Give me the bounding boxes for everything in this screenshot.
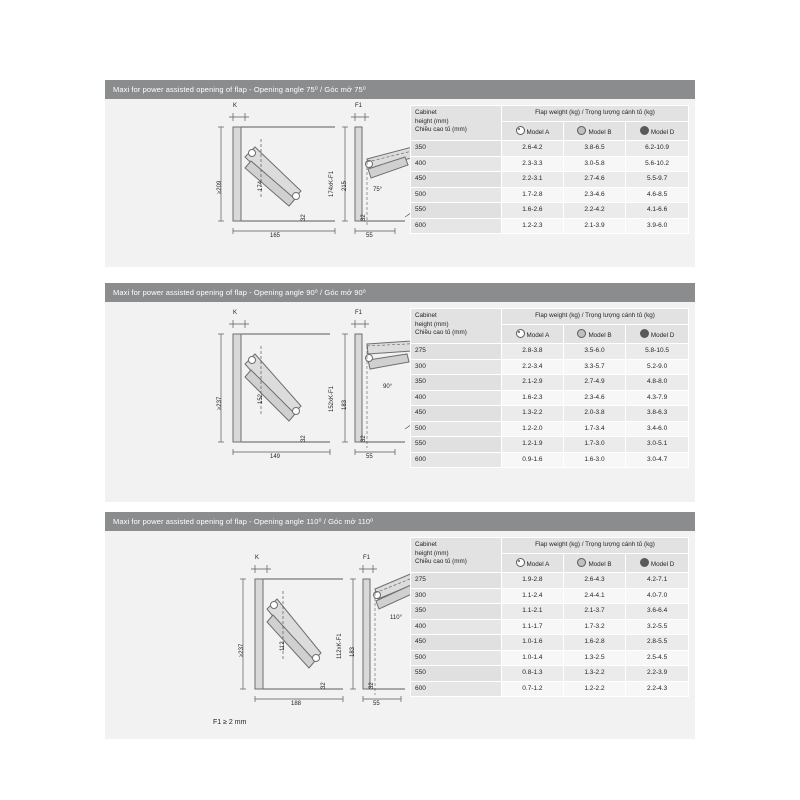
dim-inner-90: 152: [258, 393, 264, 404]
cell-model-a: 1.1-2.4: [502, 588, 564, 604]
angle-label-75: 75°: [373, 187, 383, 193]
dim-k-110: K: [255, 555, 260, 561]
cell-height: 450: [411, 635, 502, 651]
dim-32-right-90: 32: [361, 435, 367, 442]
dim-formula-110: 112xK-F1: [337, 633, 343, 659]
cell-height: 400: [411, 619, 502, 635]
header-cabinet-height-75: [411, 106, 502, 141]
header-model-b-90: Model B: [563, 324, 625, 344]
cell-model-d: 5.8-10.5: [626, 344, 689, 360]
cell-model-a: 1.7-2.8: [502, 187, 564, 203]
dim-32-right-75: 32: [361, 214, 367, 221]
cell-model-b: 2.4-4.1: [563, 588, 625, 604]
cell-model-b: 2.7-4.6: [563, 172, 625, 188]
cell-height: 350: [411, 375, 502, 391]
cell-model-d: 4.6-8.5: [626, 187, 689, 203]
cell-model-d: 5.5-9.7: [626, 172, 689, 188]
cell-model-d: 2.5-4.5: [626, 650, 689, 666]
dim-height-110: ≥237: [239, 643, 245, 657]
cell-model-a: 1.2-2.0: [502, 421, 564, 437]
cell-model-b: 2.3-4.6: [563, 390, 625, 406]
angle-label-110: 110°: [390, 615, 402, 621]
dim-inner-75: 174: [258, 180, 264, 191]
model-b-icon: [577, 558, 586, 567]
table-row: [411, 619, 689, 635]
cell-model-b: 1.3-2.2: [563, 666, 625, 682]
cell-model-b: 1.6-3.0: [563, 452, 625, 468]
cell-model-a: 0.7-1.2: [502, 681, 564, 697]
cell-model-a: 2.6-4.2: [502, 141, 564, 157]
cell-model-b: 2.1-3.7: [563, 604, 625, 620]
header-model-b-75: Model B: [563, 121, 625, 141]
diagram-110-drawing: [105, 531, 410, 739]
table-row: [411, 390, 689, 406]
header-model-b-110: Model B: [563, 553, 625, 573]
table-row: [411, 604, 689, 620]
cell-model-b: 1.2-2.2: [563, 681, 625, 697]
cell-height: 500: [411, 650, 502, 666]
table-body-90: [411, 344, 689, 468]
section-90: [105, 283, 695, 502]
table-row: [411, 218, 689, 234]
weight-table-90: [410, 308, 689, 468]
cab-line2: height (mm): [415, 320, 449, 328]
header-model-d-75: Model D: [626, 121, 689, 141]
cell-model-a: 2.3-3.3: [502, 156, 564, 172]
cell-model-d: 5.2-9.0: [626, 359, 689, 375]
cab-line1: Cabinet: [415, 541, 437, 548]
table-body-75: [411, 141, 689, 234]
cell-height: 600: [411, 681, 502, 697]
cell-model-b: 2.6-4.3: [563, 573, 625, 589]
cell-model-d: 5.6-10.2: [626, 156, 689, 172]
cell-model-a: 1.3-2.2: [502, 406, 564, 422]
table-row: [411, 359, 689, 375]
cell-model-b: 2.7-4.9: [563, 375, 625, 391]
table-row: [411, 650, 689, 666]
section-body-90: [105, 302, 695, 502]
dim-k-75: K: [233, 103, 238, 109]
dim-width-75: 165: [270, 233, 281, 239]
dim-inner-110: 112: [280, 641, 286, 651]
cell-model-b: 2.0-3.8: [563, 406, 625, 422]
table-row: [411, 187, 689, 203]
cell-height: 600: [411, 452, 502, 468]
cell-model-a: 1.6-2.3: [502, 390, 564, 406]
cab-line3: Chiều cao tủ (mm): [415, 126, 467, 133]
table-row: [411, 203, 689, 219]
header-flap-weight-110: Flap weight (kg) / Trọng lượng cánh tủ (kg): [502, 538, 689, 554]
cell-model-a: 1.0-1.6: [502, 635, 564, 651]
dim-height-90: ≥237: [217, 396, 223, 410]
cell-model-d: 2.2-3.9: [626, 666, 689, 682]
cell-model-b: 1.3-2.5: [563, 650, 625, 666]
section-body-75: [105, 99, 695, 267]
model-b-icon: [577, 329, 586, 338]
cell-model-d: 4.1-6.6: [626, 203, 689, 219]
cell-model-b: 3.3-5.7: [563, 359, 625, 375]
weight-table-75: [410, 105, 689, 234]
cell-model-d: 3.0-4.7: [626, 452, 689, 468]
cell-height: 500: [411, 187, 502, 203]
cab-line3: Chiều cao tủ (mm): [415, 329, 467, 336]
dim-right-height-110: 183: [350, 646, 356, 657]
cell-model-d: 4.2-7.1: [626, 573, 689, 589]
dim-formula-90: 152xK-F1: [329, 385, 335, 412]
cell-model-b: 2.3-4.6: [563, 187, 625, 203]
dim-32-left-75: 32: [301, 214, 307, 221]
cell-model-d: 2.2-4.3: [626, 681, 689, 697]
cell-model-a: 2.8-3.8: [502, 344, 564, 360]
dim-width-110: 188: [291, 701, 302, 707]
cell-model-a: 1.2-1.9: [502, 437, 564, 453]
cell-model-b: 3.5-6.0: [563, 344, 625, 360]
model-a-icon: [516, 329, 525, 338]
model-a-icon: [516, 558, 525, 567]
table-row: [411, 666, 689, 682]
cell-model-b: 1.6-2.8: [563, 635, 625, 651]
cell-model-d: 2.8-5.5: [626, 635, 689, 651]
table-row: [411, 573, 689, 589]
cell-height: 550: [411, 666, 502, 682]
cell-model-b: 1.7-3.0: [563, 437, 625, 453]
dim-32-left-90: 32: [301, 435, 307, 442]
header-model-a-90: Model A: [502, 324, 564, 344]
diagram-110: [105, 531, 410, 739]
model-d-icon: [640, 558, 649, 567]
cell-model-a: 1.9-2.8: [502, 573, 564, 589]
cell-model-b: 1.7-3.2: [563, 619, 625, 635]
section-75: [105, 80, 695, 267]
cell-model-d: 3.0-5.1: [626, 437, 689, 453]
cell-height: 300: [411, 588, 502, 604]
cab-line2: height (mm): [415, 549, 449, 557]
cell-height: 600: [411, 218, 502, 234]
cell-model-d: 3.9-6.0: [626, 218, 689, 234]
cell-height: 400: [411, 390, 502, 406]
dim-width-90: 149: [270, 454, 281, 460]
dim-32-left-110: 32: [321, 682, 327, 689]
header-cabinet-height-110: [411, 538, 502, 573]
table-row: [411, 406, 689, 422]
dim-depth-90: 55: [366, 454, 373, 460]
table-row: [411, 172, 689, 188]
cell-height: 450: [411, 172, 502, 188]
cell-model-a: 1.0-1.4: [502, 650, 564, 666]
cell-height: 300: [411, 359, 502, 375]
cell-model-a: 2.1-2.9: [502, 375, 564, 391]
cell-height: 400: [411, 156, 502, 172]
cell-model-b: 3.0-5.8: [563, 156, 625, 172]
cell-height: 500: [411, 421, 502, 437]
cell-model-a: 0.9-1.6: [502, 452, 564, 468]
cell-height: 550: [411, 203, 502, 219]
header-model-a-110: Model A: [502, 553, 564, 573]
cell-height: 275: [411, 573, 502, 589]
model-b-icon: [577, 126, 586, 135]
footnote-f1: F1 ≥ 2 mm: [213, 719, 247, 726]
cell-model-d: 6.2-10.9: [626, 141, 689, 157]
header-flap-weight-90: Flap weight (kg) / Trọng lượng cánh tủ (kg): [502, 309, 689, 325]
cell-model-a: 1.6-2.6: [502, 203, 564, 219]
diagram-90: [105, 302, 410, 502]
cell-height: 450: [411, 406, 502, 422]
dim-height-75: ≥209: [217, 180, 223, 194]
cab-line3: Chiều cao tủ (mm): [415, 558, 467, 565]
section-header-110: Maxi for power assisted opening of flap - Opening angle 110⁰ / Góc mở 110⁰: [105, 512, 695, 531]
cell-model-a: 1.2-2.3: [502, 218, 564, 234]
dim-depth-110: 55: [373, 701, 380, 707]
dim-f1-90: F1: [355, 310, 363, 316]
cell-model-a: 2.2-3.4: [502, 359, 564, 375]
cell-model-b: 3.8-6.5: [563, 141, 625, 157]
cell-height: 275: [411, 344, 502, 360]
cell-model-a: 1.1-1.7: [502, 619, 564, 635]
table-row: [411, 452, 689, 468]
header-model-a-75: Model A: [502, 121, 564, 141]
cell-model-b: 2.2-4.2: [563, 203, 625, 219]
table-row: [411, 156, 689, 172]
table-row: [411, 681, 689, 697]
cab-line1: Cabinet: [415, 312, 437, 319]
cell-model-d: 3.2-5.5: [626, 619, 689, 635]
weight-table-110: [410, 537, 689, 697]
section-header-90: Maxi for power assisted opening of flap - Opening angle 90⁰ / Góc mở 90⁰: [105, 283, 695, 302]
dim-right-height-75: 215: [342, 180, 348, 191]
dim-32-right-110: 32: [369, 682, 375, 689]
section-110: [105, 512, 695, 739]
cell-model-a: 2.2-3.1: [502, 172, 564, 188]
cell-height: 550: [411, 437, 502, 453]
header-model-d-110: Model D: [626, 553, 689, 573]
cell-height: 350: [411, 141, 502, 157]
dim-f1-110: F1: [363, 555, 371, 561]
header-model-d-90: Model D: [626, 324, 689, 344]
table-body-110: [411, 573, 689, 697]
diagram-75: [105, 99, 410, 267]
cell-model-d: 3.4-6.0: [626, 421, 689, 437]
section-header-75: Maxi for power assisted opening of flap - Opening angle 75⁰ / Góc mở 75⁰: [105, 80, 695, 99]
table-row: [411, 141, 689, 157]
table-row: [411, 437, 689, 453]
table-wrap-90: [410, 302, 695, 502]
cab-line2: height (mm): [415, 117, 449, 125]
dim-depth-75: 55: [366, 233, 373, 239]
angle-label-90: 90°: [383, 384, 393, 390]
model-d-icon: [640, 329, 649, 338]
section-body-110: [105, 531, 695, 739]
table-row: [411, 421, 689, 437]
table-row: [411, 635, 689, 651]
cell-model-d: 4.8-8.0: [626, 375, 689, 391]
cell-model-a: 0.8-1.3: [502, 666, 564, 682]
table-wrap-110: [410, 531, 695, 739]
header-cabinet-height-90: [411, 309, 502, 344]
cell-model-d: 3.6-6.4: [626, 604, 689, 620]
table-row: [411, 344, 689, 360]
cell-model-d: 4.3-7.9: [626, 390, 689, 406]
cab-line1: Cabinet: [415, 109, 437, 116]
cell-height: 350: [411, 604, 502, 620]
dim-formula-75: 174xK-F1: [329, 170, 335, 197]
cell-model-d: 3.8-6.3: [626, 406, 689, 422]
dim-right-height-90: 183: [342, 399, 348, 410]
table-row: [411, 588, 689, 604]
table-row: [411, 375, 689, 391]
cell-model-b: 2.1-3.9: [563, 218, 625, 234]
header-flap-weight-75: Flap weight (kg) / Trọng lượng cánh tủ (kg): [502, 106, 689, 122]
model-a-icon: [516, 126, 525, 135]
table-wrap-75: [410, 99, 695, 267]
cell-model-d: 4.0-7.0: [626, 588, 689, 604]
model-d-icon: [640, 126, 649, 135]
cell-model-a: 1.1-2.1: [502, 604, 564, 620]
dim-k-90: K: [233, 310, 238, 316]
cell-model-b: 1.7-3.4: [563, 421, 625, 437]
dim-f1-75: F1: [355, 103, 363, 109]
